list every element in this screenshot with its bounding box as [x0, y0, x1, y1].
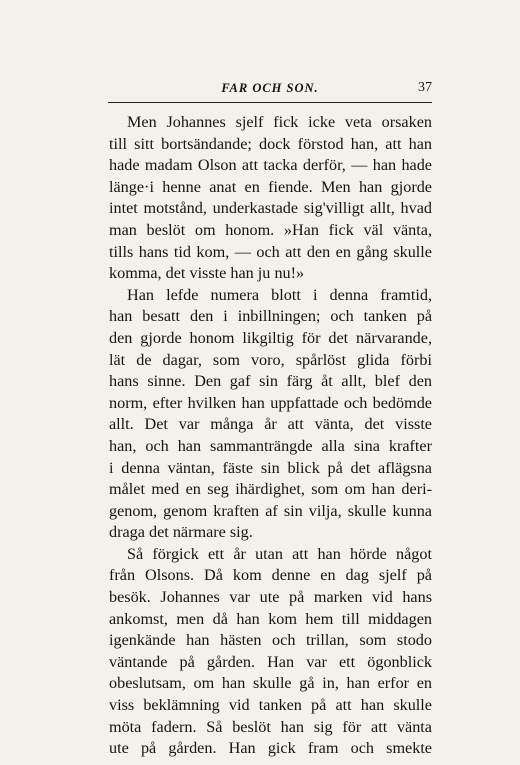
text-line: i denna väntan, fäste sin blick på det aflägsna: [109, 458, 432, 477]
text-line: målet med en seg ihärdighet, som om han deri-: [109, 480, 432, 499]
text-line: den gjorde honom likgiltig för det närvarande,: [109, 328, 432, 347]
text-line: från Olsons. Då kom denne en dag sjelf på: [109, 566, 432, 585]
running-title: FAR OCH SON.: [221, 81, 319, 95]
text-line: norm, efter hvilken han uppfattade och bedömde: [109, 393, 432, 412]
text-line: lät de dagar, som voro, spårlöst glida förbi: [109, 350, 432, 369]
text-line: tills hans tid kom, — och att den en gång skulle: [109, 242, 432, 261]
text-line: till sitt bortsändande; dock förstod han, att han: [109, 134, 432, 153]
text-line: hade madam Olson att tacka derför, — han hade: [109, 156, 432, 175]
text-line: draga det närmare sig.: [109, 523, 253, 542]
text-line: Men Johannes sjelf fick icke veta orsaken: [127, 113, 432, 131]
text-line: igenkände han hästen och trillan, som stodo: [109, 631, 432, 650]
text-line: allt. Det var många år att vänta, det visste: [109, 415, 432, 434]
text-line: intet motstånd, underkastade sig'villigt allt, hvad: [109, 199, 432, 218]
text-line: han besatt den i inbillningen; och tanken på: [109, 307, 432, 326]
page-header: [108, 80, 432, 103]
text-line: obeslutsam, om han skulle gå in, han erfor en: [109, 674, 432, 693]
text-line: besök. Johannes var ute på marken vid hans: [109, 588, 432, 607]
body-text: [109, 112, 432, 760]
text-line: möta fadern. Så beslöt han sig för att vänta: [109, 717, 432, 736]
text-line: genom, genom kraften af sin vilja, skulle kunna: [109, 501, 432, 520]
text-line: viss beklämning vid tanken på att han skulle: [109, 696, 432, 715]
text-line: hans sinne. Den gaf sin färg åt allt, blef den: [109, 372, 432, 391]
page-number: 37: [418, 80, 432, 95]
text-line: ute på gården. Han gick fram och smekte: [109, 739, 432, 758]
text-line: ankomst, men då han kom hem till middagen: [109, 609, 432, 628]
text-line: väntande på gården. Han var ett ögonblick: [109, 652, 432, 671]
text-line: han, och han sammanträngde alla sina krafter: [109, 436, 432, 455]
text-line: komma, det visste han ju nu!»: [109, 264, 305, 283]
text-line: man beslöt om honom. »Han fick väl vänta,: [109, 220, 432, 239]
text-line: Han lefde numera blott i denna framtid,: [127, 285, 432, 304]
text-line: Så förgick ett år utan att han hörde något: [127, 544, 432, 563]
text-line: länge·i henne anat en fiende. Men han gjorde: [109, 177, 432, 196]
